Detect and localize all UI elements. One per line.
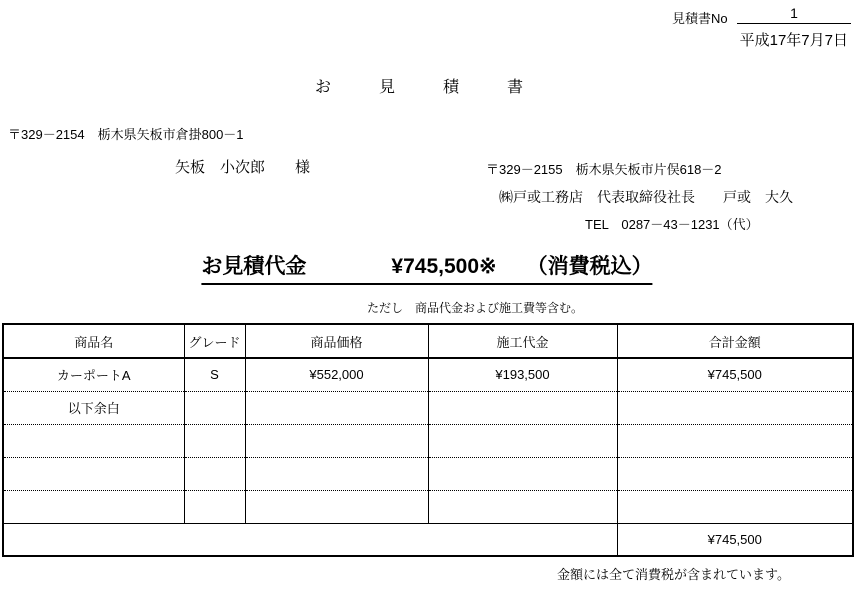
table-row: [3, 391, 853, 424]
cell-installation-price: ¥193,500: [428, 358, 617, 391]
footer-tax-note: 金額には全て消費税が含まれています。: [557, 567, 790, 582]
total-amount-value: ¥745,500: [617, 523, 853, 556]
cell-product-name: [3, 457, 184, 490]
cell-grade: [184, 490, 245, 523]
doc-number-value: 1: [737, 5, 851, 24]
cell-total-amount: [617, 490, 853, 523]
customer-address: 〒329－2154 栃木県矢板市倉掛800－1: [8, 127, 244, 142]
table-header-row: [3, 324, 853, 358]
cell-installation-price: [428, 424, 617, 457]
cell-total-amount: [617, 391, 853, 424]
page-title: お 見 積 書: [314, 79, 540, 96]
total-row-spacer: [3, 523, 617, 556]
cell-installation-price: [428, 391, 617, 424]
customer-name: 矢板 小次郎 様: [175, 159, 311, 176]
table-row: [3, 490, 853, 523]
header-product-price: 商品価格: [245, 324, 428, 358]
header-installation-price: 施工代金: [428, 324, 617, 358]
items-table: [2, 323, 854, 557]
cell-product-price: [245, 457, 428, 490]
cell-grade: [184, 391, 245, 424]
cell-product-name: [3, 490, 184, 523]
cell-grade: S: [184, 358, 245, 391]
table-row: [3, 358, 853, 391]
cell-product-price: [245, 490, 428, 523]
header-total-amount: 合計金額: [617, 324, 853, 358]
cell-product-price: [245, 424, 428, 457]
header-grade: グレード: [184, 324, 245, 358]
estimate-amount-label: お見積代金: [201, 255, 307, 278]
estimate-amount-value: ¥745,500※: [391, 255, 497, 278]
doc-number-label: 見積書No: [672, 11, 728, 26]
cell-product-name: [3, 424, 184, 457]
company-name-line: ㈱戸或工務店 代表取締役社長 戸或 大久: [499, 189, 793, 205]
items-table-grid: [2, 323, 854, 557]
cell-product-name: カーポートA: [3, 358, 184, 391]
estimate-condition-note: ただし 商品代金および施工費等含む。: [367, 301, 584, 315]
cell-installation-price: [428, 457, 617, 490]
cell-total-amount: [617, 424, 853, 457]
cell-product-price: [245, 391, 428, 424]
header-product-name: 商品名: [3, 324, 184, 358]
company-tel: TEL 0287－43－1231（代）: [585, 217, 759, 232]
table-row: [3, 457, 853, 490]
estimate-amount-line: [201, 250, 652, 285]
cell-product-name: 以下余白: [3, 391, 184, 424]
cell-total-amount: ¥745,500: [617, 358, 853, 391]
cell-grade: [184, 424, 245, 457]
cell-product-price: ¥552,000: [245, 358, 428, 391]
table-total-row: [3, 523, 853, 556]
company-address: 〒329－2155 栃木県矢板市片俣618－2: [486, 162, 722, 177]
estimate-tax-note: （消費税込）: [526, 255, 653, 278]
cell-installation-price: [428, 490, 617, 523]
doc-date: 平成17年7月7日: [739, 32, 848, 49]
cell-total-amount: [617, 457, 853, 490]
table-row: [3, 424, 853, 457]
cell-grade: [184, 457, 245, 490]
